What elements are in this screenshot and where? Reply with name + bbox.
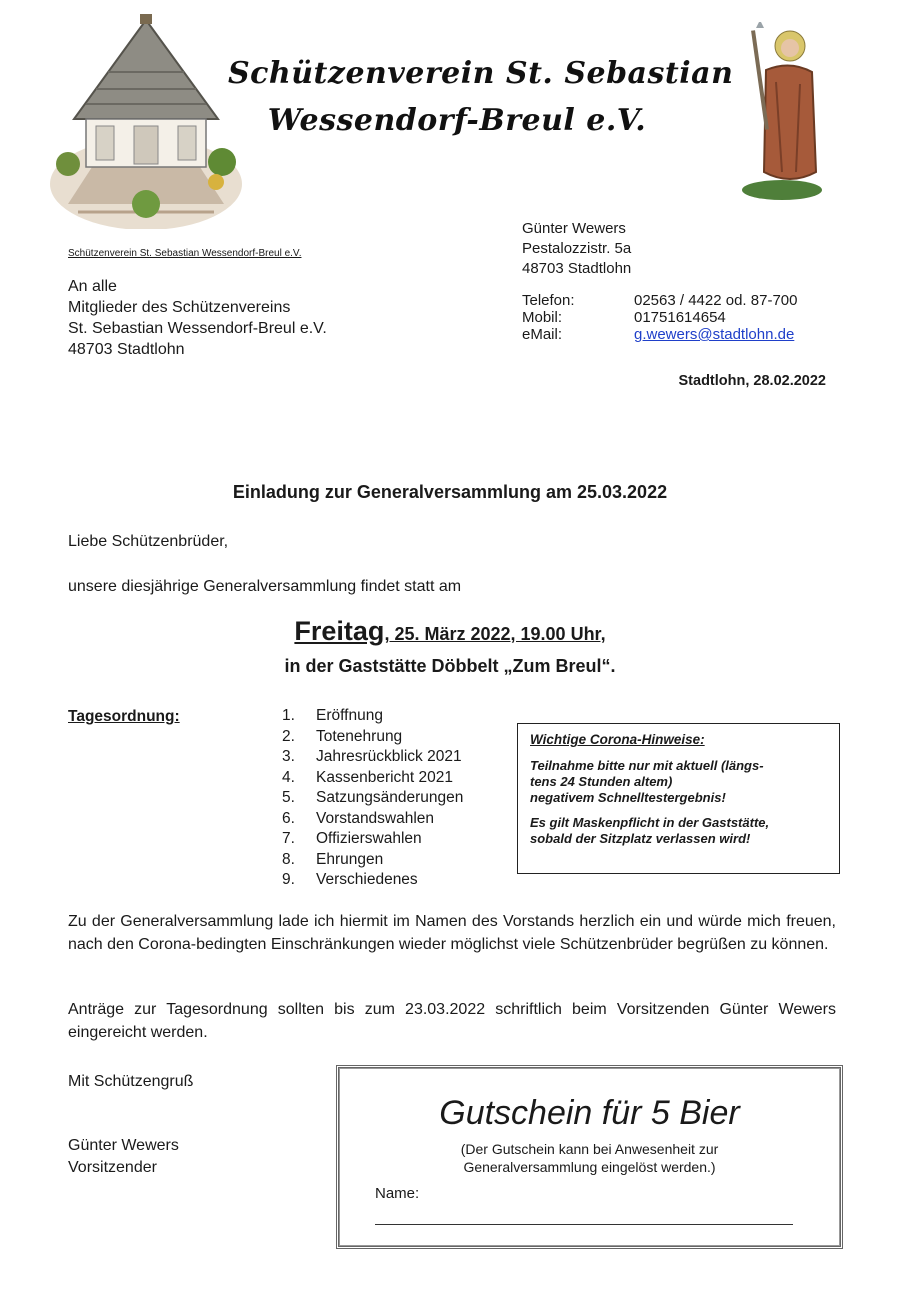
agenda-item: 8. Ehrungen xyxy=(282,850,384,868)
event-day: Freitag xyxy=(294,616,385,646)
sender-address xyxy=(522,219,631,279)
phone-row xyxy=(522,292,797,309)
agenda-item: 7. Offizierswahlen xyxy=(282,830,422,847)
agenda-item: 2. Totenehrung xyxy=(282,727,403,745)
sender-city: 48703 Stadtlohn xyxy=(522,260,632,277)
agenda-list xyxy=(282,706,463,891)
coupon-title: Gutschein für 5 Bier xyxy=(439,1094,740,1132)
mobile-row xyxy=(522,309,797,326)
coupon-name-label: Name: xyxy=(375,1185,420,1202)
email-link[interactable]: g.wewers@stadtlohn.de xyxy=(634,326,795,343)
beer-coupon xyxy=(336,1065,843,1249)
event-datetime: , 25. März 2022, 19.00 Uhr, xyxy=(384,624,606,644)
phone-label: Telefon: xyxy=(522,292,575,309)
date-line: Stadtlohn, 28.02.2022 xyxy=(678,373,826,389)
agenda-label: Tagesordnung: xyxy=(68,708,180,725)
corona-notice-box xyxy=(517,723,840,874)
club-title-line-2: Wessendorf-Breul e.V. xyxy=(267,103,647,138)
email-row xyxy=(522,326,797,343)
mobile-label: Mobil: xyxy=(522,309,563,326)
signature-name: Günter Wewers xyxy=(68,1137,179,1154)
motions-paragraph: Anträge zur Tagesordnung sollten bis zum 23.03.2022 schriftlich beim Vorsitzenden Günter Wewers eingereicht werden. xyxy=(68,1001,836,1041)
agenda-item: 1. Eröffnung xyxy=(282,707,383,724)
corona-notice-test: Teilnahme bitte nur mit aktuell (längs- tens 24 Stunden altem) negativem Schnelltestergebnis! xyxy=(530,758,764,805)
sender-street: Pestalozzistr. 5a xyxy=(522,240,632,257)
signature-role: Vorsitzender xyxy=(68,1159,157,1176)
agenda-item: 3. Jahresrückblick 2021 xyxy=(282,748,462,765)
contact-block xyxy=(522,292,797,343)
phone-value: 02563 / 4422 od. 87-700 xyxy=(634,292,798,309)
agenda-item: 4. Kassenbericht 2021 xyxy=(282,768,454,786)
signature-block xyxy=(68,1135,179,1179)
mobile-value: 01751614654 xyxy=(634,309,726,326)
chapel-logo-image xyxy=(48,14,244,229)
saint-sebastian-image xyxy=(734,22,830,204)
intro-text: unsere diesjährige Generalversammlung findet statt am xyxy=(68,578,462,595)
sender-return-line: Schützenverein St. Sebastian Wessendorf-Breul e.V. xyxy=(68,248,302,259)
coupon-note: (Der Gutschein kann bei Anwesenheit zur Generalversammlung eingelöst werden.) xyxy=(460,1141,719,1175)
corona-notice-title: Wichtige Corona-Hinweise: xyxy=(530,732,705,747)
recipient-address xyxy=(68,276,327,360)
invitation-paragraph: Zu der Generalversammlung lade ich hiermit im Namen des Vorstands herzlich ein und würde mich freuen, nach den Corona-bedingten Einschränkungen wieder möglichst viele Schützenbrüder begrüßen zu können. xyxy=(68,913,836,953)
agenda-item: 9. Verschiedenes xyxy=(282,871,418,888)
recipient-line: St. Sebastian Wessendorf-Breul e.V. xyxy=(68,320,327,337)
sender-name: Günter Wewers xyxy=(522,220,626,237)
email-label: eMail: xyxy=(522,326,563,343)
event-date xyxy=(0,616,900,647)
recipient-line: An alle xyxy=(68,278,117,295)
page-title: Einladung zur Generalversammlung am 25.03.2022 xyxy=(232,482,668,502)
recipient-line: Mitglieder des Schützenvereins xyxy=(68,299,291,316)
event-venue: in der Gaststätte Döbbelt „Zum Breul“. xyxy=(284,656,616,676)
club-title-line-1: Schützenverein St. Sebastian xyxy=(228,56,734,91)
agenda-item: 6. Vorstandswahlen xyxy=(282,809,435,827)
corona-notice-mask: Es gilt Maskenpflicht in der Gaststätte, sobald der Sitzplatz verlassen wird! xyxy=(530,815,770,846)
closing-greeting: Mit Schützengruß xyxy=(68,1073,194,1090)
recipient-line: 48703 Stadtlohn xyxy=(68,341,185,358)
agenda-item: 5. Satzungsänderungen xyxy=(282,789,464,806)
coupon-name-line[interactable] xyxy=(375,1224,793,1225)
salutation: Liebe Schützenbrüder, xyxy=(68,533,229,550)
